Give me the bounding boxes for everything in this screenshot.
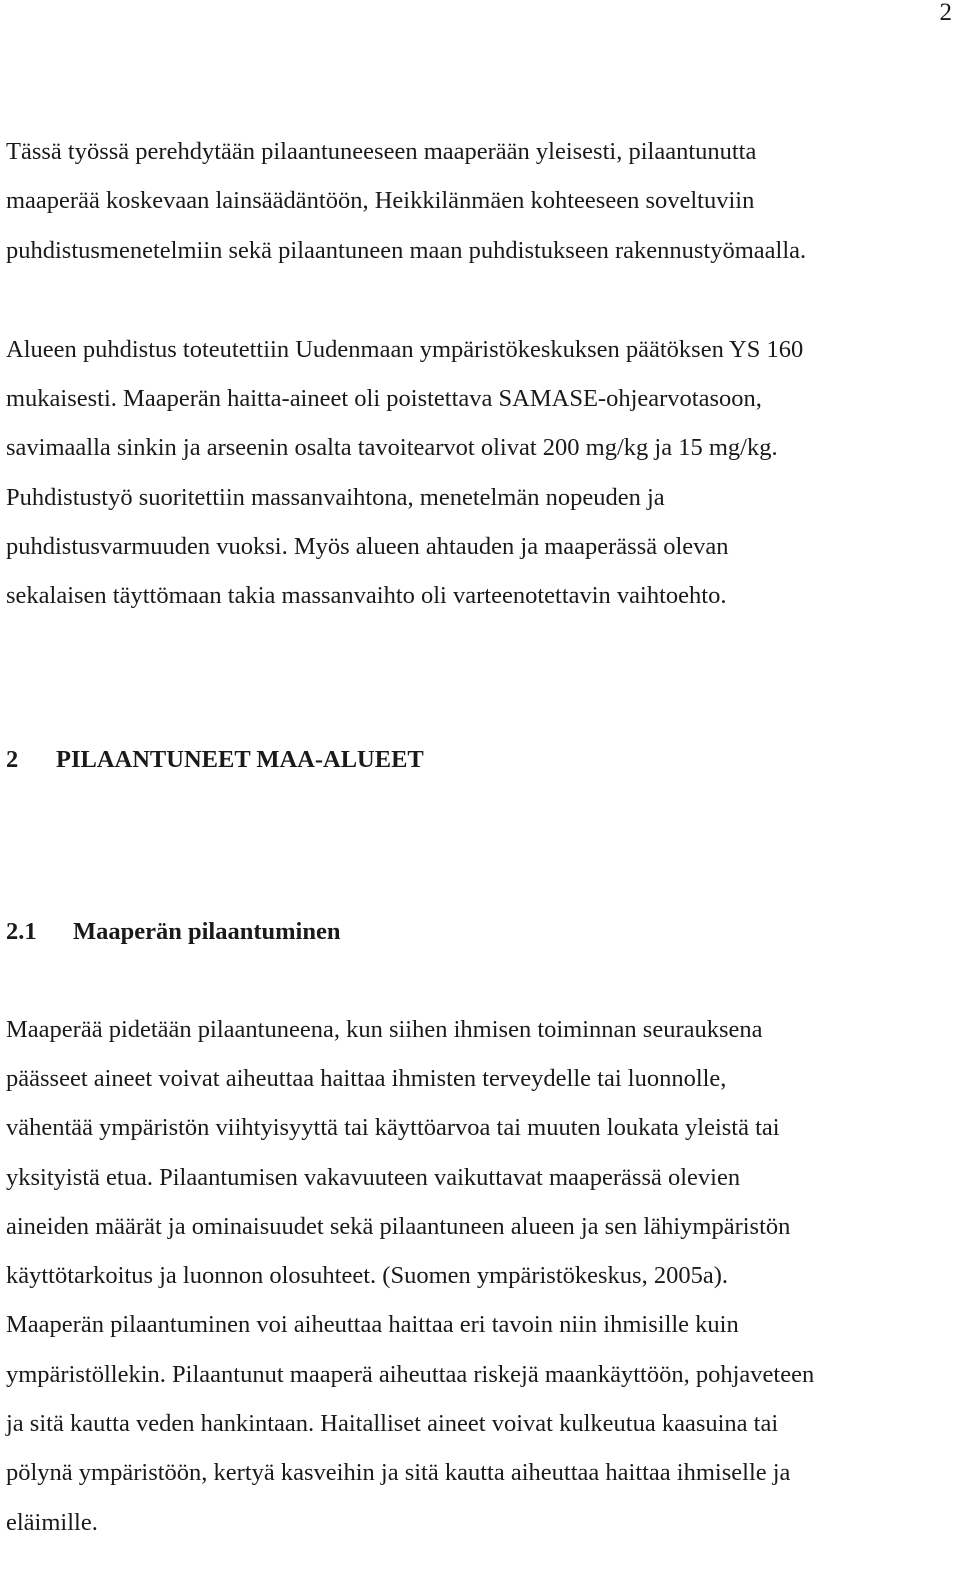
text-line: eläimille. xyxy=(6,1508,98,1536)
text-line: maaperää koskevaan lainsäädäntöön, Heikkilänmäen kohteeseen soveltuviin xyxy=(6,187,755,215)
text-line: yksityistä etua. Pilaantumisen vakavuuteen vaikuttavat maaperässä olevien xyxy=(6,1163,741,1191)
document-body xyxy=(6,127,954,1547)
text-line: Alueen puhdistus toteutettiin Uudenmaan ympäristökeskuksen päätöksen YS 160 xyxy=(6,335,804,363)
text-line: mukaisesti. Maaperän haitta-aineet oli poistettava SAMASE-ohjearvotasoon, xyxy=(6,385,762,413)
subsection-title: Maaperän pilaantuminen xyxy=(73,917,341,945)
text-line: ympäristöllekin. Pilaantunut maaperä aiheuttaa riskejä maankäyttöön, pohjaveteen xyxy=(6,1360,815,1388)
text-line: käyttötarkoitus ja luonnon olosuhteet. (Suomen ympäristökeskus, 2005a). xyxy=(6,1262,728,1290)
text-line: aineiden määrät ja ominaisuudet sekä pilaantuneen alueen ja sen lähiympäristön xyxy=(6,1212,791,1240)
text-line: savimaalla sinkin ja arseenin osalta tavoitearvot olivat 200 mg/kg ja 15 mg/kg. xyxy=(6,434,778,462)
text-line: pölynä ympäristöön, kertyä kasveihin ja sitä kautta aiheuttaa haittaa ihmiselle ja xyxy=(6,1459,791,1487)
text-line: Puhdistustyö suoritettiin massanvaihtona, menetelmän nopeuden ja xyxy=(6,483,665,511)
page-number: 2 xyxy=(939,0,952,26)
section-spacer xyxy=(6,777,954,915)
text-line: sekalaisen täyttömaan takia massanvaihto oli varteenotettavin vaihtoehto. xyxy=(6,582,727,610)
section-spacer xyxy=(6,949,954,1005)
section-heading xyxy=(6,743,954,777)
paragraph-spacer xyxy=(6,275,954,325)
text-line: vähentää ympäristön viihtyisyyttä tai käyttöarvoa tai muuten loukata yleistä tai xyxy=(6,1114,780,1142)
text-line: ja sitä kautta veden hankintaan. Haitalliset aineet voivat kulkeutua kaasuina tai xyxy=(6,1410,779,1438)
section-spacer xyxy=(6,621,954,743)
subsection-number: 2.1 xyxy=(6,917,37,945)
section-number: 2 xyxy=(6,745,19,773)
text-line: puhdistusvarmuuden vuoksi. Myös alueen ahtauden ja maaperässä olevan xyxy=(6,533,729,561)
text-line: Tässä työssä perehdytään pilaantuneeseen maaperään yleisesti, pilaantunutta xyxy=(6,138,757,165)
text-line: Maaperän pilaantuminen voi aiheuttaa haittaa eri tavoin niin ihmisille kuin xyxy=(6,1311,739,1339)
subsection-heading xyxy=(6,915,954,949)
intro-paragraph-2 xyxy=(6,325,954,621)
section-paragraph xyxy=(6,1005,954,1547)
section-title: PILAANTUNEET MAA-ALUEET xyxy=(56,745,424,773)
text-line: puhdistusmenetelmiin sekä pilaantuneen maan puhdistukseen rakennustyömaalla. xyxy=(6,236,807,264)
text-line: Maaperää pidetään pilaantuneena, kun siihen ihmisen toiminnan seurauksena xyxy=(6,1015,763,1043)
intro-paragraph-1 xyxy=(6,127,954,275)
text-line: päässeet aineet voivat aiheuttaa haittaa ihmisten terveydelle tai luonnolle, xyxy=(6,1064,727,1092)
